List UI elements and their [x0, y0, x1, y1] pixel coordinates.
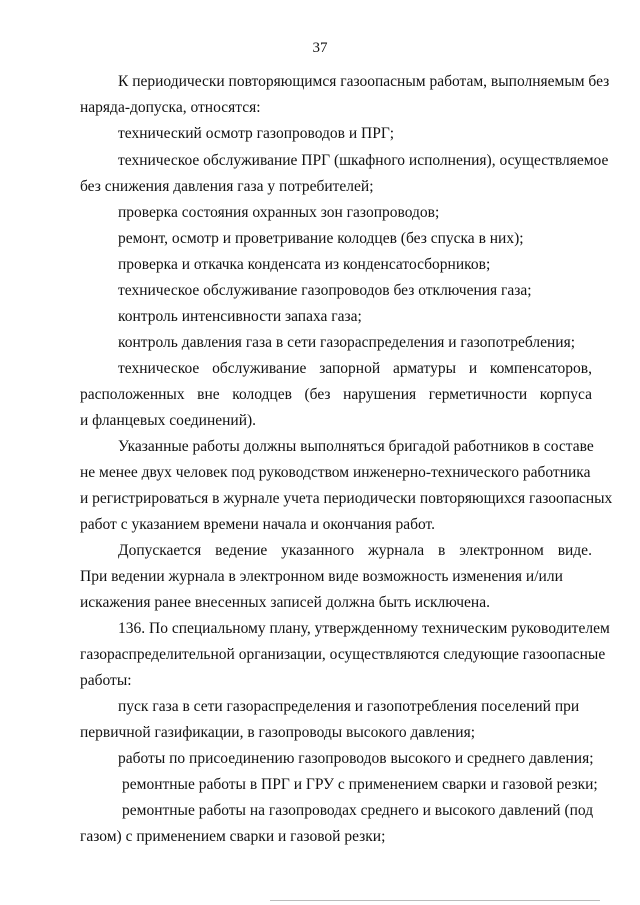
word: обслуживание: [212, 360, 307, 377]
text-line: ремонтные работы на газопроводах среднего и высокого давлений (под: [122, 802, 594, 819]
text-line: техническое обслуживание ПРГ (шкафного исполнения), осуществляемое: [118, 152, 609, 169]
word: Допускается: [118, 542, 202, 559]
text-line-justified: [118, 541, 592, 561]
text-line: проверка и откачка конденсата из конденсатосборников;: [118, 256, 491, 273]
text-line: контроль интенсивности запаха газа;: [118, 308, 362, 325]
text-line: работ с указанием времени начала и окончания работ.: [80, 516, 436, 533]
text-line: и фланцевых соединений).: [80, 412, 257, 429]
text-line-justified: [118, 359, 592, 379]
text-line: искажения ранее внесенных записей должна быть исключена.: [80, 594, 490, 611]
text-line: не менее двух человек под руководством инженерно-технического работника: [80, 464, 591, 481]
word: арматуры: [392, 360, 456, 377]
word: электронном: [459, 542, 544, 559]
text-line: наряда-допуска, относятся:: [80, 99, 261, 116]
text-line: газом) с применением сварки и газовой резки;: [80, 828, 386, 845]
text-line-justified: [80, 385, 592, 405]
word: расположенных: [80, 386, 185, 403]
word: нарушения: [343, 386, 417, 403]
text-line: работы по присоединению газопроводов высокого и среднего давления;: [118, 750, 594, 767]
text-line: пуск газа в сети газораспределения и газопотребления поселений при: [118, 698, 580, 715]
word: корпуса: [539, 386, 592, 403]
bottom-divider: [270, 900, 600, 901]
word: техническое: [118, 360, 200, 377]
word: герметичности: [428, 386, 528, 403]
word: вне: [197, 386, 220, 403]
text-line: работы:: [80, 672, 132, 689]
word: журнала: [368, 542, 425, 559]
word: компенсаторов,: [489, 360, 592, 377]
text-line: контроль давления газа в сети газораспределения и газопотребления;: [118, 334, 576, 351]
word: в: [438, 542, 446, 559]
page-number: 37: [312, 40, 328, 56]
text-line: и регистрироваться в журнале учета периодически повторяющихся газоопасных: [80, 490, 613, 507]
text-line: первичной газификации, в газопроводы высокого давления;: [80, 724, 476, 741]
text-line: ремонтные работы в ПРГ и ГРУ с применением сварки и газовой резки;: [122, 776, 598, 793]
text-line: 136. По специальному плану, утвержденному техническим руководителем: [118, 620, 610, 637]
text-line: газораспределительной организации, осуществляются следующие газоопасные: [80, 646, 606, 663]
word: ведение: [215, 542, 268, 559]
text-line: ремонт, осмотр и проветривание колодцев (без спуска в них);: [118, 230, 524, 247]
word: колодцев: [232, 386, 292, 403]
word: и: [468, 360, 478, 377]
text-line: При ведении журнала в электронном виде возможность изменения и/или: [80, 568, 563, 585]
text-line: Указанные работы должны выполняться бригадой работников в составе: [118, 438, 594, 455]
text-line: без снижения давления газа у потребителей;: [80, 178, 374, 195]
word: виде.: [557, 542, 592, 559]
word: (без: [304, 386, 331, 403]
text-line: К периодически повторяющимся газоопасным работам, выполняемым без: [118, 73, 610, 90]
word: запорной: [319, 360, 381, 377]
text-line: технический осмотр газопроводов и ПРГ;: [118, 125, 395, 142]
word: указанного: [281, 542, 355, 559]
text-line: проверка состояния охранных зон газопроводов;: [118, 204, 440, 221]
text-line: техническое обслуживание газопроводов без отключения газа;: [118, 282, 532, 299]
